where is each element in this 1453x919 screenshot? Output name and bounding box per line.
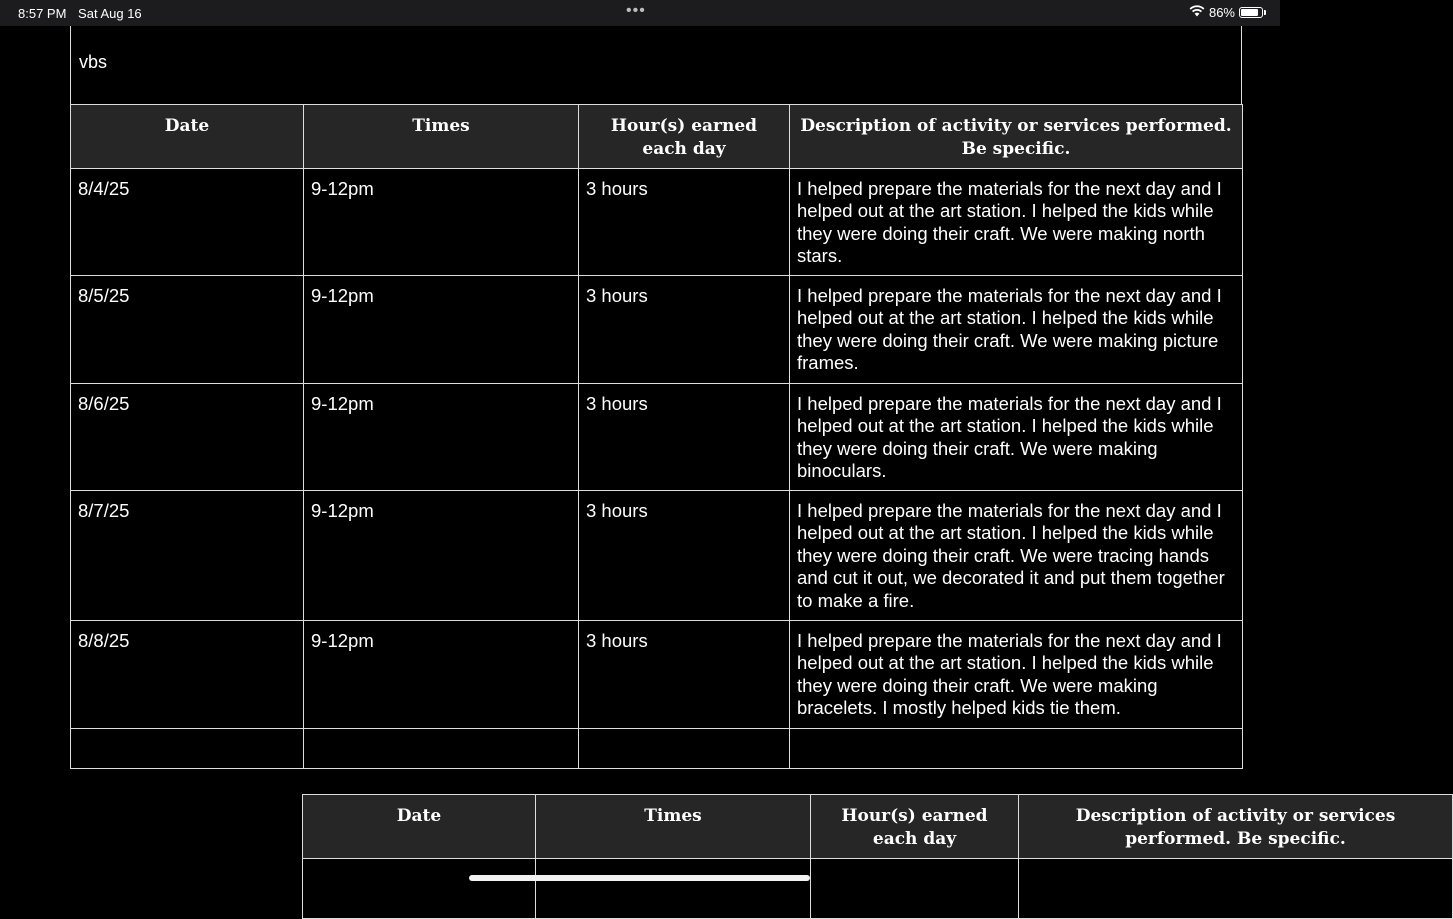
battery-level xyxy=(1241,9,1258,16)
battery-percent: 86% xyxy=(1208,5,1235,20)
empty-table-row xyxy=(71,729,1243,769)
cell-date[interactable]: 8/8/25 xyxy=(71,621,304,729)
header-description: Description of activity or services performed. Be specific. xyxy=(790,105,1243,169)
wifi-icon xyxy=(1189,5,1205,20)
cell-description[interactable]: I helped prepare the materials for the next day and I helped out at the art station. I helped the kids while they were doing their craft. We were tracing hands and cut it out, we decorated it and put them together to make a fire. xyxy=(790,491,1243,621)
cell-times[interactable]: 9-12pm xyxy=(304,276,579,384)
cell-times[interactable]: 9-12pm xyxy=(304,621,579,729)
table-row xyxy=(303,859,1453,919)
cell-date[interactable]: 8/5/25 xyxy=(71,276,304,384)
table-row xyxy=(71,384,1243,491)
second-service-log-table xyxy=(302,794,1453,919)
cell-description[interactable]: I helped prepare the materials for the next day and I helped out at the art station. I helped the kids while they were doing their craft. We were making binoculars. xyxy=(790,384,1243,491)
cell-description[interactable] xyxy=(1019,859,1453,919)
cell-hours[interactable] xyxy=(579,729,790,769)
cell-date[interactable]: 8/6/25 xyxy=(71,384,304,491)
table-row xyxy=(71,169,1243,276)
header-date: Date xyxy=(71,105,304,169)
home-indicator[interactable] xyxy=(469,875,810,881)
organization-name: vbs xyxy=(79,52,108,72)
cell-date[interactable] xyxy=(71,729,304,769)
cell-times[interactable]: 9-12pm xyxy=(304,169,579,276)
cell-description[interactable]: I helped prepare the materials for the next day and I helped out at the art station. I helped the kids while they were doing their craft. We were making bracelets. I mostly helped kids tie them. xyxy=(790,621,1243,729)
table-row xyxy=(71,491,1243,621)
cell-description[interactable] xyxy=(790,729,1243,769)
cell-description[interactable]: I helped prepare the materials for the next day and I helped out at the art station. I helped the kids while they were doing their craft. We were making picture frames. xyxy=(790,276,1243,384)
cell-hours[interactable]: 3 hours xyxy=(579,491,790,621)
cell-hours[interactable] xyxy=(811,859,1019,919)
cell-date[interactable]: 8/7/25 xyxy=(71,491,304,621)
status-date: Sat Aug 16 xyxy=(78,6,142,21)
multitasking-dots-icon[interactable]: ••• xyxy=(626,2,646,19)
status-time: 8:57 PM xyxy=(18,6,67,21)
header-date: Date xyxy=(303,795,536,859)
header-hours: Hour(s) earned each day xyxy=(579,105,790,169)
cell-description[interactable]: I helped prepare the materials for the next day and I helped out at the art station. I helped the kids while they were doing their craft. We were making north stars. xyxy=(790,169,1243,276)
table-row xyxy=(71,621,1243,729)
status-bar xyxy=(0,0,1280,26)
header-times: Times xyxy=(536,795,811,859)
service-log-table xyxy=(70,104,1243,769)
header-row xyxy=(71,105,1243,169)
battery-tip xyxy=(1264,10,1266,15)
cell-hours[interactable]: 3 hours xyxy=(579,621,790,729)
organization-box xyxy=(70,26,1242,105)
cell-date[interactable] xyxy=(303,859,536,919)
cell-hours[interactable]: 3 hours xyxy=(579,169,790,276)
cell-times[interactable] xyxy=(304,729,579,769)
cell-hours[interactable]: 3 hours xyxy=(579,276,790,384)
battery-icon xyxy=(1239,7,1263,18)
cell-times[interactable] xyxy=(536,859,811,919)
cell-times[interactable]: 9-12pm xyxy=(304,384,579,491)
header-times: Times xyxy=(304,105,579,169)
table-row xyxy=(71,276,1243,384)
cell-hours[interactable]: 3 hours xyxy=(579,384,790,491)
header-row xyxy=(303,795,1453,859)
cell-times[interactable]: 9-12pm xyxy=(304,491,579,621)
cell-date[interactable]: 8/4/25 xyxy=(71,169,304,276)
header-description: Description of activity or services performed. Be specific. xyxy=(1019,795,1453,859)
header-hours: Hour(s) earned each day xyxy=(811,795,1019,859)
